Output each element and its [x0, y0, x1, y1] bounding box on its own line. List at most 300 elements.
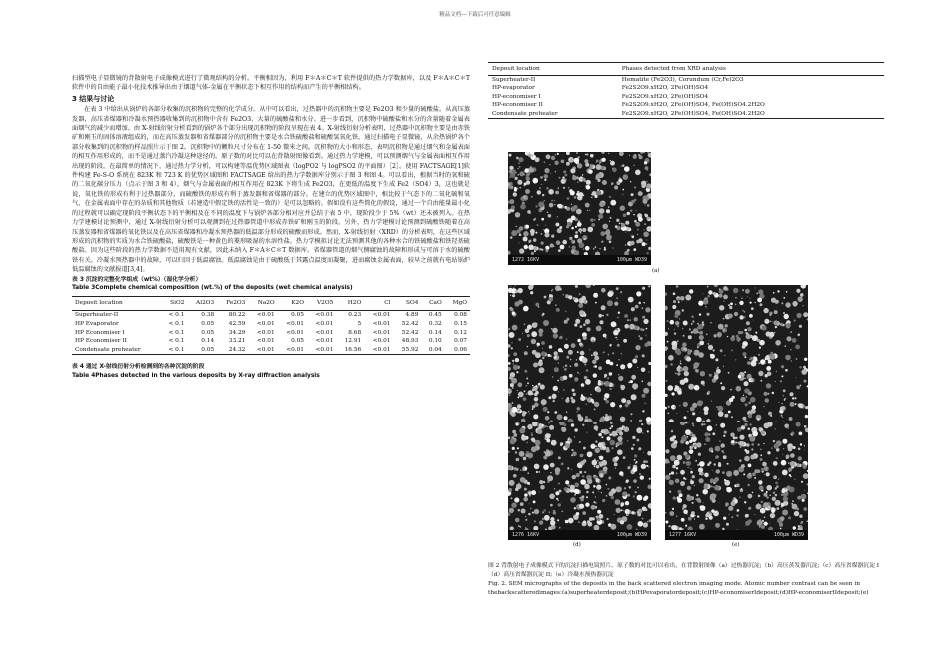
particle — [807, 385, 808, 387]
particle — [641, 423, 643, 425]
particle — [595, 246, 597, 248]
particle — [567, 164, 569, 166]
particle — [677, 325, 679, 327]
particle — [534, 218, 536, 220]
particle — [677, 340, 679, 342]
particle — [555, 304, 557, 306]
particle — [782, 470, 788, 476]
particle — [710, 354, 715, 359]
particle — [575, 226, 577, 228]
particle — [635, 210, 636, 211]
particle — [713, 486, 714, 487]
particle — [634, 187, 636, 189]
particle — [634, 317, 638, 321]
particle — [790, 402, 795, 407]
particle — [509, 199, 514, 204]
particle — [512, 360, 514, 362]
particle — [520, 469, 522, 471]
particle — [586, 185, 591, 190]
particle — [542, 357, 544, 359]
particle — [707, 286, 709, 288]
particle — [789, 474, 791, 476]
table-cell: <0.01 — [256, 338, 275, 345]
particle — [622, 164, 625, 167]
particle — [626, 495, 628, 497]
particle — [680, 380, 685, 385]
particle — [601, 241, 603, 243]
particle — [758, 371, 763, 376]
particle — [578, 416, 583, 421]
particle — [747, 374, 752, 379]
particle — [641, 307, 643, 309]
particle — [600, 231, 605, 236]
particle — [550, 472, 551, 473]
particle — [554, 351, 558, 355]
particle — [769, 332, 774, 337]
particle — [607, 235, 608, 236]
particle — [717, 406, 723, 412]
particle — [686, 436, 688, 438]
particle — [731, 516, 733, 518]
particle — [639, 335, 641, 337]
particle — [758, 362, 760, 364]
table-cell: <0.01 — [278, 346, 307, 355]
particle — [569, 158, 570, 159]
particle — [726, 288, 728, 290]
particle — [590, 394, 592, 396]
particle — [599, 248, 600, 249]
particle — [796, 358, 798, 360]
particle — [739, 301, 743, 305]
particle — [699, 472, 702, 475]
particle — [579, 300, 580, 301]
particle — [696, 442, 701, 447]
particle — [554, 356, 557, 359]
particle — [560, 442, 563, 445]
particle — [623, 456, 626, 459]
particle — [678, 365, 680, 367]
particle — [575, 285, 578, 288]
particle — [683, 477, 685, 479]
particle — [736, 442, 738, 444]
particle — [543, 407, 548, 412]
particle — [730, 433, 734, 437]
particle — [674, 406, 676, 408]
particle — [730, 389, 732, 391]
particle — [633, 495, 635, 497]
particle — [531, 434, 533, 436]
particle — [523, 306, 529, 312]
particle — [707, 295, 710, 298]
particle — [605, 337, 607, 339]
particle — [799, 403, 804, 408]
particle — [670, 363, 672, 365]
particle — [644, 343, 648, 347]
particle — [538, 471, 540, 473]
particle — [631, 375, 636, 380]
particle — [716, 368, 718, 370]
particle — [665, 306, 668, 311]
particle — [578, 220, 580, 222]
particle — [598, 219, 600, 221]
particle — [647, 430, 649, 432]
particle — [698, 352, 704, 358]
particle — [552, 376, 553, 377]
particle — [531, 196, 533, 198]
particle — [766, 496, 768, 498]
particle — [741, 464, 745, 468]
particle — [583, 323, 586, 326]
particle — [610, 422, 613, 424]
table-cell: <0.01 — [372, 338, 391, 345]
particle — [715, 523, 720, 528]
particle — [647, 204, 650, 207]
particle — [584, 376, 588, 380]
particle — [748, 484, 750, 486]
particle — [760, 359, 765, 364]
results-paragraph: 在表 3 中给出从锅炉的各部分收集的沉积物的完整的化学成分。从中可以看出，过热器中的沉积物主要是 Fe2O3 和少量的硫酸盐。从高压蒸发器，高压省煤器和冷凝水预热器收集到的沉积物中含有 Fe2O3、大量的硫酸盐和水分。进一步看到，沉积物中硫酸盐和水分的含量随着金属表面烟气的减少而增加。由 X-射线衍射分析看到的锅炉各个部分出现沉积物的阶段呈现在表 4。X-射线衍射分析表明，过热器中沉积物主要是由赤铁矿和刚玉的固体溶液组成的，而在高压蒸发器和省煤器部分的沉积物主要是水合铁硫酸盐和硫酸氢氧化铁。通过扫描电子显微镜，从余热锅炉各个部分收集到的沉积物的样品照片示于图 2。沉积物中的颗粒尺寸分布在 1-50 微米之间。沉积物的大小和形态，表明沉积物是通过烟气和金属表面的相互作用形成的，而不是通过蒸汽冷凝这种途径的。原子数的对比可以在背散射图像看到。通过热力学建模，可以预测烟气与金属表面相互作用出现的阶段。在最简单的情况下，通过热力学分析，可以构建等温优势区域图表（logPO2 与 logPSO2 的平面图）［2］。使用 FACTSAGE[1]软件构建 Fe-S-O 系统在 823K 和 723 K 的优势区域图和 FACTSAGE 给出的热力学数据库分别示于图 3 和图 4。可以看出，根据当时的氧和硫的二氧化碳分压力（点示于图 3 和 4），烟气与金属表面的相互作用在 823K 下将生成 Fe2O3，在更低的温度下生成 Fe2（SO4）3，这也就是说，氧化铁的形成有利于过热器部分，而硫酸铁的形成有利于蒸发器和省煤器的部分。在建立的优势区域图中，相比较于气态下的二氧化硫和氧气，在金属表面中存在的杂质和其他物质（若建造中假定铁的活性是一致的）是可以忽略的。假如没有这些简化的假设，通过一个自由能量最小化的过程就可以确定现阶段平衡状态下的平衡相及在不同的温度下与锅炉各部分相对应并总结于表 5 中，现阶段少于 5%（wt）还未被列入。在热力学建模讨论预测中，通过 X-射线衍射分析可以观测到在过热器管道中形成赤铁矿和刚玉的阶段。另外，热力学建模讨论预测到硫酸铁随着在高压蒸发器和省煤器的氧化铁以及在高压省煤器和冷凝水预热器的低温部分形成的硫酸而形成。然而，X-射线衍射（XRD）的分析表明，在这些区域形成的沉积物的实质为水合铁硫酸盐，硫酸铁是一种黄色的菱形吸湿的水溶性盐。热力学模拟讨论无法预测其他的各种水合的铁硫酸盐和铁羟基硫酸盐。因为这些阶段的热力学数据不适用现有文献，因此未纳入 F＊A＊C＊T 数据库。省煤器管道的烟气侧腐蚀的故障和形成与可溶于水的硫酸铁有关。冷凝水预热器中的故障，可以归因于低温腐蚀。低温腐蚀是由于硫酸低于其露点温度而凝聚，进而腐蚀金属表面，较早之前就有电站锅炉低温腐蚀的文献报道[3,4]。 — [72, 106, 470, 274]
particle — [519, 187, 521, 189]
particle — [520, 526, 521, 527]
particle — [789, 471, 790, 472]
particle — [627, 440, 628, 441]
particle — [775, 428, 776, 429]
particle — [672, 465, 676, 469]
particle — [568, 295, 572, 299]
particle — [697, 464, 699, 466]
particle — [739, 435, 744, 440]
particle — [766, 366, 771, 371]
particle — [676, 472, 678, 474]
particle — [523, 397, 527, 401]
particle — [781, 375, 783, 377]
particle — [761, 430, 765, 434]
particle — [534, 464, 540, 470]
table-cell: 0.32 — [428, 320, 442, 327]
particle — [667, 413, 669, 415]
particle — [526, 385, 528, 387]
particle — [754, 469, 758, 473]
particle — [631, 413, 633, 415]
particle — [803, 312, 808, 317]
particle — [738, 331, 741, 334]
particle — [692, 412, 695, 415]
particle — [806, 483, 808, 485]
particle — [509, 154, 512, 157]
particle — [728, 314, 733, 319]
particle — [690, 471, 693, 474]
particle — [647, 185, 648, 186]
particle — [569, 374, 573, 378]
particle — [642, 316, 645, 319]
particle — [539, 480, 543, 484]
particle — [746, 396, 747, 397]
particle — [544, 162, 545, 163]
particle — [733, 436, 736, 439]
particle — [588, 522, 593, 527]
section-title: 3 结果与讨论 — [72, 94, 115, 103]
particle — [511, 342, 512, 343]
particle — [589, 349, 590, 350]
particle — [510, 439, 516, 445]
particle — [547, 411, 549, 413]
particle — [574, 483, 579, 488]
particle — [694, 362, 699, 367]
particle — [512, 325, 518, 331]
particle — [609, 427, 611, 429]
particle — [673, 440, 677, 444]
particle — [669, 480, 674, 485]
table-cell: 0.10 — [428, 338, 442, 345]
particle — [564, 206, 567, 209]
particle — [665, 407, 667, 410]
particle — [538, 361, 543, 366]
particle — [566, 152, 570, 155]
particle — [627, 249, 630, 252]
particle — [756, 504, 762, 510]
particle — [767, 372, 772, 377]
particle — [649, 173, 651, 176]
particle — [724, 355, 725, 356]
particle — [735, 437, 737, 439]
particle — [582, 475, 584, 477]
particle — [704, 444, 705, 445]
particle — [734, 312, 738, 316]
particle — [611, 447, 613, 449]
particle — [571, 208, 572, 209]
particle — [601, 305, 606, 310]
particle — [557, 216, 558, 217]
particle — [748, 401, 751, 404]
particle — [665, 365, 668, 368]
particle — [588, 227, 594, 233]
particle — [776, 485, 779, 488]
table3-header: Al2O3 — [187, 296, 217, 310]
particle — [688, 384, 694, 390]
particle — [576, 411, 578, 413]
particle — [510, 295, 511, 296]
particle — [707, 425, 713, 431]
table-cell: <0.01 — [315, 338, 334, 345]
particle — [515, 451, 517, 453]
particle — [762, 462, 767, 467]
particle — [579, 504, 584, 509]
particle — [739, 315, 743, 319]
particle — [640, 328, 643, 331]
particle — [685, 454, 689, 458]
particle — [718, 324, 724, 330]
particle — [668, 406, 670, 408]
particle — [675, 386, 679, 390]
particle — [601, 492, 602, 493]
particle — [593, 248, 594, 249]
micrograph-texture — [508, 152, 651, 265]
particle — [550, 173, 551, 174]
particle — [527, 346, 529, 348]
particle — [769, 523, 770, 524]
particle — [692, 502, 694, 504]
particle — [524, 488, 527, 491]
particle — [591, 197, 592, 198]
particle — [627, 524, 633, 530]
particle — [570, 489, 574, 493]
particle — [553, 386, 558, 391]
particle — [643, 232, 649, 238]
particle — [648, 153, 651, 158]
particle — [539, 248, 542, 251]
particle — [727, 523, 729, 525]
particle — [524, 245, 528, 249]
particle — [665, 292, 667, 295]
particle — [723, 295, 728, 300]
particle — [765, 362, 767, 364]
particle — [736, 484, 740, 488]
particle — [537, 343, 540, 346]
particle — [781, 415, 783, 417]
particle — [780, 407, 784, 411]
particle — [555, 467, 561, 473]
particle — [518, 288, 523, 293]
particle — [596, 445, 598, 447]
table-cell: <0.01 — [364, 346, 393, 355]
particle — [593, 293, 598, 298]
particle — [781, 460, 787, 466]
particle — [631, 394, 637, 400]
particle — [699, 331, 703, 335]
particle — [724, 431, 727, 434]
right-column — [488, 62, 884, 119]
particle — [782, 403, 783, 404]
particle — [591, 223, 595, 227]
particle — [748, 494, 753, 499]
particle — [705, 437, 710, 442]
particle — [513, 474, 517, 478]
particle — [581, 318, 582, 319]
particle — [564, 416, 568, 420]
table-cell: Superheater-II — [492, 77, 536, 83]
table-cell: Fe2S2O9.xH2O, 2Fe(OH)SO4 — [621, 93, 709, 100]
table-cell: 24.32 — [217, 346, 248, 355]
particle — [545, 451, 551, 457]
particle — [591, 354, 593, 356]
particle — [565, 520, 569, 524]
table-cell: 0.05 — [187, 346, 217, 355]
particle — [801, 285, 807, 289]
table-cell: 0.23 — [348, 312, 362, 319]
particle — [526, 451, 529, 454]
particle — [635, 345, 640, 350]
particle — [631, 447, 634, 450]
particle — [617, 317, 618, 318]
table-row — [488, 76, 884, 85]
particle — [805, 428, 808, 433]
particle — [571, 423, 574, 426]
particle — [527, 482, 530, 485]
particle — [775, 326, 777, 328]
particle — [747, 296, 748, 297]
particle — [630, 181, 631, 182]
particle — [750, 302, 752, 304]
particle — [545, 233, 550, 238]
particle — [523, 231, 528, 236]
particle — [583, 249, 584, 250]
particle — [638, 439, 639, 440]
particle — [587, 451, 593, 457]
particle — [543, 320, 549, 326]
particle — [646, 422, 651, 425]
particle — [513, 287, 514, 288]
particle — [637, 487, 639, 489]
particle — [679, 318, 680, 319]
particle — [619, 407, 620, 408]
particle — [570, 366, 571, 367]
table-cell: 48.93 — [401, 338, 419, 345]
particle — [733, 288, 738, 293]
particle — [770, 495, 771, 496]
particle — [551, 200, 553, 202]
particle — [608, 354, 610, 356]
particle — [518, 525, 520, 527]
particle — [803, 473, 808, 479]
particle — [537, 190, 541, 194]
particle — [579, 310, 584, 315]
particle — [630, 326, 631, 327]
particle — [610, 440, 616, 446]
table3-header: Deposit location — [72, 296, 160, 310]
particle — [549, 203, 554, 208]
particle — [552, 289, 554, 291]
particle — [730, 303, 733, 306]
particle — [759, 486, 764, 491]
particle — [531, 446, 537, 452]
particle — [742, 352, 746, 356]
particle — [804, 380, 807, 383]
particle — [564, 344, 569, 349]
particle — [685, 525, 687, 527]
particle — [777, 507, 780, 510]
particle — [643, 199, 648, 204]
particle — [527, 424, 532, 429]
table-cell: <0.01 — [286, 320, 304, 327]
particle — [614, 302, 618, 306]
particle — [741, 488, 743, 490]
particle — [624, 487, 626, 489]
particle — [763, 308, 768, 313]
particle — [784, 399, 786, 401]
particle — [541, 399, 547, 405]
particle — [549, 164, 550, 165]
particle — [723, 517, 726, 520]
particle — [681, 483, 684, 486]
particle — [705, 306, 707, 308]
particle — [556, 240, 561, 245]
particle — [692, 475, 695, 478]
particle — [729, 306, 732, 309]
particle — [699, 478, 704, 483]
particle — [605, 230, 610, 235]
particle — [590, 218, 593, 221]
particle — [731, 349, 733, 351]
particle — [722, 471, 725, 474]
particle — [634, 454, 637, 457]
particle — [643, 229, 644, 230]
particle — [510, 286, 511, 287]
particle — [576, 512, 580, 516]
table-cell: Fe2S2O9.xH2O, 2Fe(OH)SO4, Fe(OH)SO4.2H2O — [618, 110, 884, 119]
particle — [677, 298, 680, 301]
particle — [592, 491, 594, 493]
particle — [620, 520, 624, 524]
